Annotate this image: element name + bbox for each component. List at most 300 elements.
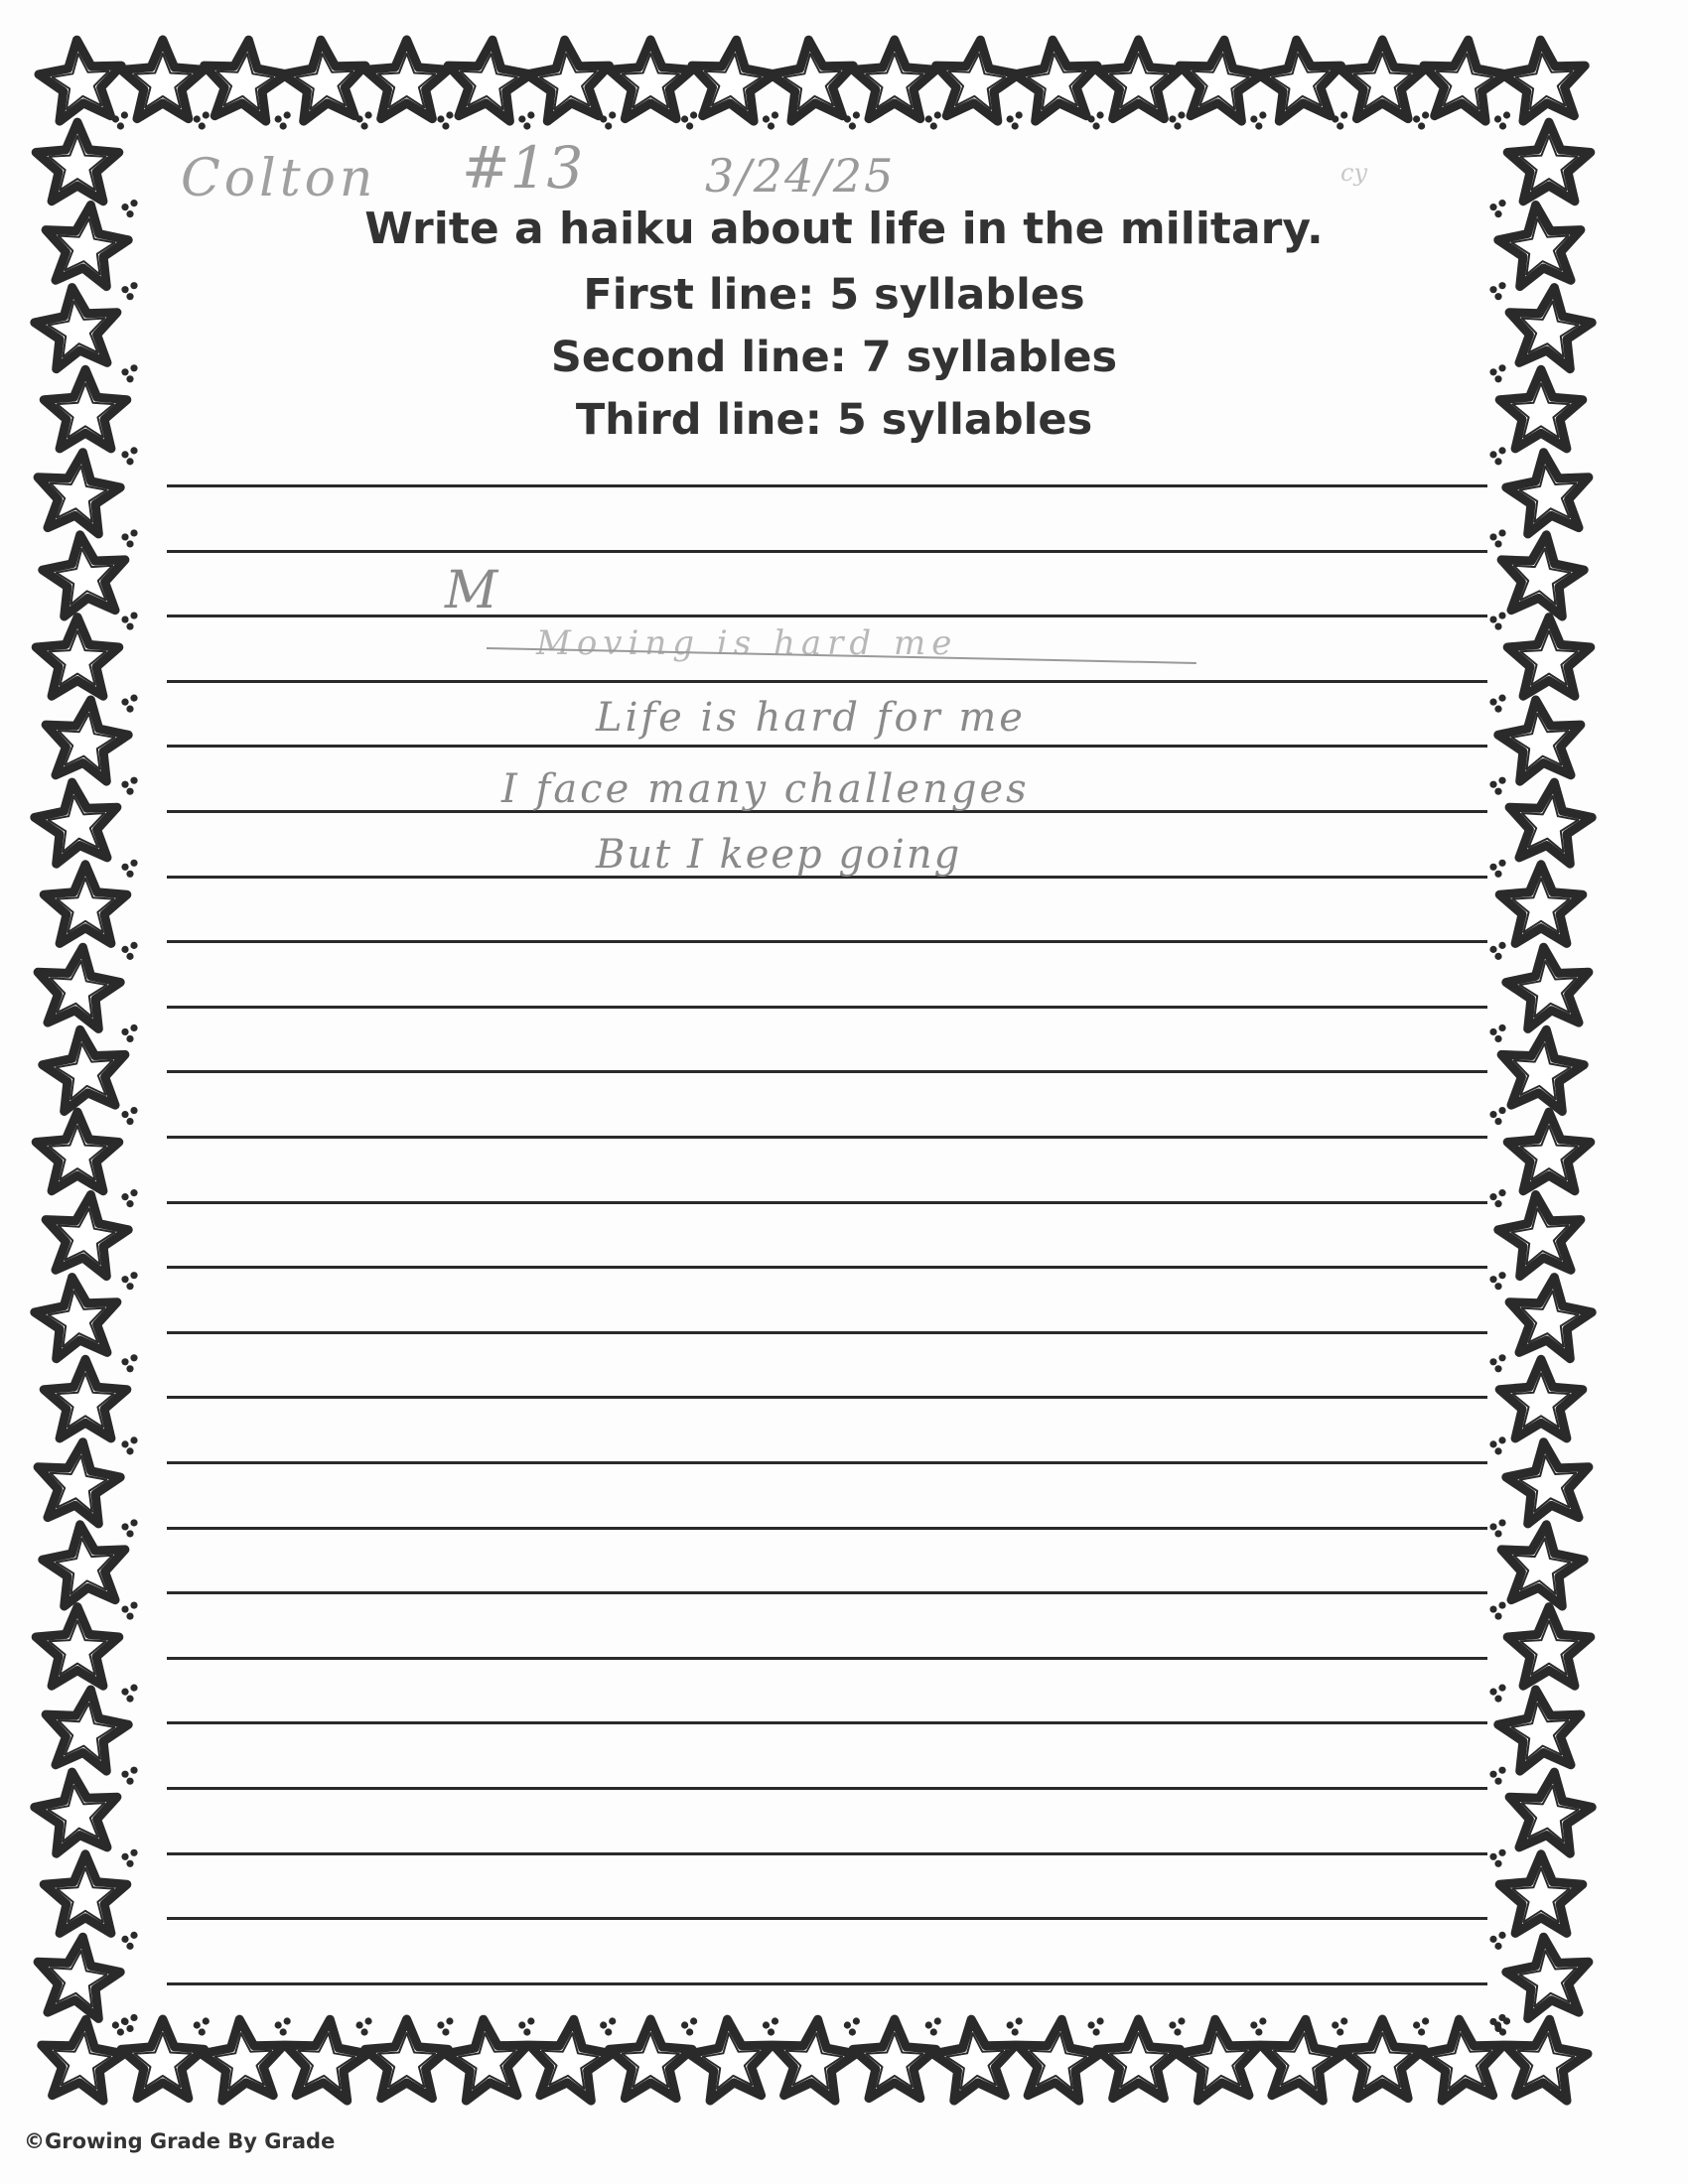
ruled-line	[167, 1591, 1487, 1594]
sparkle-dot-icon	[130, 1685, 137, 1692]
sparkle-dot-icon	[121, 1358, 128, 1365]
sparkle-dot-icon	[1498, 777, 1505, 784]
sparkle-dot-icon	[130, 695, 137, 702]
sparkle-dot-icon	[523, 2028, 530, 2035]
ruled-line	[167, 1527, 1487, 1530]
sparkle-dot-icon	[1422, 111, 1429, 118]
sparkle-dot-icon	[1494, 1696, 1501, 1703]
sparkle-dot-icon	[1007, 2021, 1014, 2028]
ruled-line	[167, 1852, 1487, 1855]
sparkle-dot-icon	[280, 122, 287, 129]
star-outline-icon	[445, 2019, 527, 2101]
sparkle-dot-icon	[126, 1612, 133, 1619]
star-outline-icon	[1015, 40, 1097, 121]
ruled-line	[167, 1982, 1487, 1985]
star-outline-icon	[1097, 2019, 1181, 2099]
sparkle-dot-icon	[1498, 860, 1505, 867]
sparkle-dot-icon	[686, 122, 693, 129]
star-outline-icon	[609, 2019, 692, 2099]
sparkle-dot-icon	[126, 622, 133, 629]
ruled-line	[167, 484, 1487, 487]
sparkle-dot-icon	[1489, 1523, 1496, 1530]
sparkle-dot-icon	[121, 111, 128, 118]
star-outline-icon	[46, 1195, 128, 1277]
star-outline-icon	[205, 40, 287, 121]
sparkle-dot-icon	[130, 1932, 137, 1939]
ruled-line	[167, 1006, 1487, 1009]
sparkle-dot-icon	[1340, 2017, 1347, 2024]
ruled-line	[167, 1201, 1487, 1204]
star-outline-icon	[1501, 1029, 1584, 1111]
sparkle-dot-icon	[1489, 1440, 1496, 1447]
sparkle-dot-icon	[1259, 2017, 1266, 2024]
sparkle-dot-icon	[600, 2021, 607, 2028]
sparkle-dot-icon	[1498, 1685, 1505, 1692]
sparkle-dot-icon	[1169, 115, 1176, 122]
sparkle-dot-icon	[130, 1024, 137, 1031]
sparkle-dot-icon	[1087, 2021, 1094, 2028]
star-outline-icon	[1509, 1278, 1592, 1359]
sparkle-dot-icon	[1489, 1605, 1496, 1612]
sparkle-dot-icon	[121, 1523, 128, 1530]
sparkle-dot-icon	[1494, 1778, 1501, 1785]
sparkle-dot-icon	[934, 111, 941, 118]
star-outline-icon	[286, 2019, 368, 2101]
star-outline-icon	[283, 40, 365, 121]
sparkle-dot-icon	[194, 115, 201, 122]
sparkle-dot-icon	[1422, 2017, 1429, 2024]
sparkle-dot-icon	[126, 458, 133, 465]
sparkle-dot-icon	[1489, 451, 1496, 458]
sparkle-dot-icon	[199, 2028, 206, 2035]
sparkle-dot-icon	[121, 1689, 128, 1696]
star-outline-icon	[1499, 1854, 1583, 1934]
sparkle-dot-icon	[121, 1276, 128, 1283]
sparkle-dot-icon	[1489, 1193, 1496, 1200]
star-outline-icon	[529, 2019, 612, 2101]
sparkle-dot-icon	[203, 2017, 210, 2024]
sparkle-dot-icon	[1494, 1283, 1501, 1290]
sparkle-dot-icon	[130, 1354, 137, 1361]
crossed-out-text: Moving is hard me	[536, 623, 958, 663]
star-outline-icon	[36, 1607, 119, 1687]
sparkle-dot-icon	[130, 2014, 137, 2021]
star-outline-icon	[38, 947, 120, 1028]
sparkle-dot-icon	[1489, 699, 1496, 706]
sparkle-dot-icon	[1413, 2021, 1420, 2028]
haiku-line-1: Life is hard for me	[596, 695, 1026, 741]
sparkle-dot-icon	[1498, 447, 1505, 454]
student-number: #13	[462, 134, 584, 202]
star-outline-icon	[46, 1690, 128, 1771]
star-outline-icon	[1261, 2019, 1343, 2101]
sparkle-dot-icon	[121, 864, 128, 871]
ruled-line	[167, 1070, 1487, 1073]
sparkle-dot-icon	[925, 115, 932, 122]
sparkle-dot-icon	[1494, 1035, 1501, 1042]
sparkle-dot-icon	[130, 1107, 137, 1114]
sparkle-dot-icon	[130, 529, 137, 536]
sparkle-dot-icon	[126, 1035, 133, 1042]
ruled-line	[167, 1721, 1487, 1724]
sparkle-dot-icon	[355, 2021, 362, 2028]
sparkle-dot-icon	[1494, 1365, 1501, 1372]
star-outline-icon	[1509, 1772, 1592, 1853]
sparkle-dot-icon	[1494, 115, 1501, 122]
star-outline-icon	[121, 2019, 205, 2099]
sparkle-dot-icon	[121, 699, 128, 706]
sparkle-dot-icon	[1250, 2021, 1257, 2028]
sparkle-dot-icon	[1498, 1767, 1505, 1774]
sparkle-dot-icon	[446, 111, 453, 118]
sparkle-dot-icon	[1250, 115, 1257, 122]
copyright-footer: ©Growing Grade By Grade	[24, 2129, 336, 2153]
sparkle-dot-icon	[1494, 622, 1501, 629]
sparkle-dot-icon	[442, 122, 449, 129]
sparkle-dot-icon	[1016, 111, 1023, 118]
star-outline-icon	[609, 40, 692, 119]
sparkle-dot-icon	[284, 111, 291, 118]
prompt-title: Write a haiku about life in the military.	[364, 204, 1324, 254]
ruled-line	[167, 1461, 1487, 1464]
prompt-line-2: Second line: 7 syllables	[550, 333, 1118, 382]
star-outline-icon	[1498, 700, 1581, 781]
sparkle-dot-icon	[1255, 2028, 1262, 2035]
sparkle-dot-icon	[527, 2017, 534, 2024]
star-outline-icon	[46, 700, 128, 781]
sparkle-dot-icon	[763, 2021, 770, 2028]
sparkle-dot-icon	[126, 1778, 133, 1785]
sparkle-dot-icon	[681, 2021, 688, 2028]
sparkle-dot-icon	[1494, 706, 1501, 713]
sparkle-dot-icon	[1498, 1601, 1505, 1608]
sparkle-dot-icon	[1494, 1200, 1501, 1207]
sparkle-dot-icon	[126, 1200, 133, 1207]
sparkle-dot-icon	[126, 871, 133, 878]
sparkle-dot-icon	[930, 2028, 937, 2035]
sparkle-dot-icon	[1498, 529, 1505, 536]
sparkle-dot-icon	[1007, 115, 1014, 122]
corner-mark: cy	[1340, 159, 1367, 187]
sparkle-dot-icon	[117, 122, 124, 129]
star-outline-icon	[853, 40, 936, 119]
sparkle-dot-icon	[1174, 2028, 1181, 2035]
sparkle-dot-icon	[126, 540, 133, 547]
star-outline-icon	[44, 1854, 127, 1934]
sparkle-dot-icon	[1489, 946, 1496, 953]
star-outline-icon	[35, 1772, 117, 1853]
sparkle-dot-icon	[523, 122, 530, 129]
sparkle-dot-icon	[853, 111, 860, 118]
sparkle-dot-icon	[1012, 2028, 1019, 2035]
sparkle-dot-icon	[1178, 2017, 1185, 2024]
sparkle-dot-icon	[364, 2017, 371, 2024]
sparkle-dot-icon	[1096, 2017, 1103, 2024]
star-outline-icon	[1340, 2019, 1424, 2099]
sparkle-dot-icon	[609, 2017, 616, 2024]
sparkle-dot-icon	[1092, 122, 1099, 129]
sparkle-dot-icon	[126, 1943, 133, 1950]
ruled-line	[167, 1657, 1487, 1660]
star-outline-icon	[1501, 1525, 1584, 1606]
sparkle-dot-icon	[1498, 1024, 1505, 1031]
sparkle-dot-icon	[1494, 1943, 1501, 1950]
sparkle-dot-icon	[121, 1440, 128, 1447]
prompt-line-1: First line: 5 syllables	[583, 270, 1085, 320]
star-outline-icon	[1498, 1195, 1581, 1277]
sparkle-dot-icon	[1259, 111, 1266, 118]
sparkle-dot-icon	[1087, 115, 1094, 122]
star-outline-icon	[1177, 2019, 1259, 2101]
star-outline-icon	[853, 2019, 936, 2099]
ruled-line	[167, 1396, 1487, 1399]
sparkle-dot-icon	[1096, 111, 1103, 118]
sparkle-dot-icon	[1092, 2028, 1099, 2035]
sparkle-dot-icon	[121, 1853, 128, 1860]
sparkle-dot-icon	[1498, 1189, 1505, 1196]
sparkle-dot-icon	[690, 111, 697, 118]
sparkle-dot-icon	[130, 1189, 137, 1196]
star-outline-icon	[774, 2019, 856, 2101]
sparkle-dot-icon	[853, 2017, 860, 2024]
star-outline-icon	[448, 40, 530, 121]
ruled-line	[167, 1917, 1487, 1920]
haiku-line-3: But I keep going	[596, 832, 962, 878]
ruled-line	[167, 1266, 1487, 1269]
star-outline-icon	[1505, 2019, 1588, 2101]
sparkle-dot-icon	[844, 115, 851, 122]
sparkle-dot-icon	[1169, 2021, 1176, 2028]
sparkle-dot-icon	[1494, 540, 1501, 547]
sparkle-dot-icon	[1494, 1860, 1501, 1867]
ruled-line	[167, 680, 1487, 683]
sparkle-dot-icon	[1494, 458, 1501, 465]
sparkle-dot-icon	[518, 2021, 525, 2028]
sparkle-dot-icon	[1489, 1111, 1496, 1118]
sparkle-dot-icon	[605, 2028, 612, 2035]
star-outline-icon	[36, 122, 119, 202]
sparkle-dot-icon	[437, 2021, 444, 2028]
sparkle-dot-icon	[1174, 122, 1181, 129]
sparkle-dot-icon	[1498, 1849, 1505, 1856]
sparkle-dot-icon	[1498, 1107, 1505, 1114]
star-outline-icon	[1258, 40, 1340, 121]
sparkle-dot-icon	[518, 115, 525, 122]
sparkle-dot-icon	[130, 1767, 137, 1774]
sparkle-dot-icon	[1494, 1612, 1501, 1619]
star-outline-icon	[1507, 1112, 1591, 1191]
sparkle-dot-icon	[121, 1605, 128, 1612]
sparkle-dot-icon	[1489, 1853, 1496, 1860]
sparkle-dot-icon	[1494, 953, 1501, 960]
sparkle-dot-icon	[1332, 2021, 1338, 2028]
ruled-line	[167, 1136, 1487, 1139]
sparkle-dot-icon	[527, 111, 534, 118]
sparkle-dot-icon	[130, 860, 137, 867]
sparkle-dot-icon	[275, 115, 282, 122]
star-outline-icon	[36, 1112, 119, 1191]
sparkle-dot-icon	[1489, 1358, 1496, 1365]
sparkle-dot-icon	[1489, 864, 1496, 871]
sparkle-dot-icon	[117, 2028, 124, 2035]
sparkle-dot-icon	[130, 1601, 137, 1608]
ruled-line	[167, 940, 1487, 943]
sparkle-dot-icon	[1498, 1272, 1505, 1279]
sparkle-dot-icon	[1498, 942, 1505, 949]
sparkle-dot-icon	[686, 2028, 693, 2035]
sparkle-dot-icon	[609, 111, 616, 118]
sparkle-dot-icon	[126, 706, 133, 713]
star-outline-icon	[36, 617, 119, 697]
sparkle-dot-icon	[121, 946, 128, 953]
star-outline-icon	[1507, 122, 1591, 202]
sparkle-dot-icon	[126, 1530, 133, 1537]
sparkle-dot-icon	[844, 2021, 851, 2028]
sparkle-dot-icon	[360, 2028, 367, 2035]
star-outline-icon	[44, 1359, 127, 1438]
sparkle-dot-icon	[364, 111, 371, 118]
sparkle-dot-icon	[1340, 111, 1347, 118]
sparkle-dot-icon	[121, 2018, 128, 2025]
sparkle-dot-icon	[360, 122, 367, 129]
sparkle-dot-icon	[275, 2021, 282, 2028]
star-outline-icon	[38, 1937, 120, 2018]
star-outline-icon	[1502, 40, 1585, 121]
sparkle-dot-icon	[1418, 122, 1425, 129]
sparkle-dot-icon	[1336, 2028, 1343, 2035]
sparkle-dot-icon	[930, 122, 937, 129]
sparkle-dot-icon	[605, 122, 612, 129]
sparkle-dot-icon	[130, 1519, 137, 1526]
ruled-line	[167, 614, 1487, 617]
sparkle-dot-icon	[121, 1936, 128, 1943]
sparkle-dot-icon	[121, 1771, 128, 1778]
sparkle-dot-icon	[1494, 2025, 1501, 2032]
student-name: Colton	[181, 149, 377, 208]
star-outline-icon	[1421, 2019, 1503, 2101]
star-outline-icon	[1501, 535, 1584, 616]
sparkle-dot-icon	[130, 1272, 137, 1279]
star-outline-icon	[1340, 40, 1424, 119]
star-outline-icon	[1506, 1442, 1589, 1524]
sparkle-dot-icon	[1016, 2017, 1023, 2024]
sparkle-dot-icon	[1489, 533, 1496, 540]
sparkle-dot-icon	[194, 2021, 201, 2028]
star-outline-icon	[1499, 1359, 1583, 1438]
sparkle-dot-icon	[1336, 122, 1343, 129]
sparkle-dot-icon	[121, 451, 128, 458]
star-outline-icon	[202, 2019, 284, 2101]
sparkle-dot-icon	[130, 942, 137, 949]
sparkle-dot-icon	[1498, 1436, 1505, 1443]
sparkle-dot-icon	[130, 777, 137, 784]
sparkle-dot-icon	[925, 2021, 932, 2028]
sparkle-dot-icon	[1489, 1771, 1496, 1778]
sparkle-dot-icon	[1498, 612, 1505, 618]
star-outline-icon	[1498, 1690, 1581, 1771]
star-outline-icon	[1507, 1607, 1591, 1687]
sparkle-dot-icon	[280, 2028, 287, 2035]
sparkle-dot-icon	[126, 1696, 133, 1703]
sparkle-dot-icon	[1498, 1354, 1505, 1361]
sparkle-dot-icon	[126, 1860, 133, 1867]
star-outline-icon	[1018, 2019, 1100, 2101]
sparkle-dot-icon	[442, 2028, 449, 2035]
sparkle-dot-icon	[1178, 111, 1185, 118]
sparkle-dot-icon	[284, 2017, 291, 2024]
star-outline-icon	[1509, 782, 1592, 864]
star-outline-icon	[35, 782, 117, 864]
sparkle-dot-icon	[768, 2028, 774, 2035]
star-outline-icon	[1424, 40, 1506, 121]
star-outline-icon	[692, 40, 774, 121]
sparkle-dot-icon	[126, 1283, 133, 1290]
ruled-line	[167, 550, 1487, 553]
sparkle-dot-icon	[121, 781, 128, 788]
star-outline-icon	[1180, 40, 1262, 121]
sparkle-dot-icon	[1498, 695, 1505, 702]
sparkle-dot-icon	[1012, 122, 1019, 129]
sparkle-dot-icon	[126, 1365, 133, 1372]
sparkle-dot-icon	[130, 447, 137, 454]
star-outline-icon	[43, 1525, 125, 1606]
star-outline-icon	[1499, 865, 1583, 944]
star-outline-icon	[1506, 947, 1589, 1028]
sparkle-dot-icon	[1498, 2014, 1505, 2021]
star-outline-icon	[1506, 1937, 1589, 2018]
sparkle-dot-icon	[1255, 122, 1262, 129]
sparkle-dot-icon	[112, 115, 119, 122]
sparkle-dot-icon	[121, 1111, 128, 1118]
sparkle-dot-icon	[681, 115, 688, 122]
sparkle-dot-icon	[690, 2017, 697, 2024]
star-outline-icon	[42, 2019, 124, 2101]
sparkle-dot-icon	[121, 1028, 128, 1035]
sparkle-dot-icon	[1499, 122, 1506, 129]
sparkle-dot-icon	[121, 615, 128, 622]
sparkle-dot-icon	[130, 1436, 137, 1443]
star-outline-icon	[936, 40, 1019, 121]
star-outline-icon	[44, 865, 127, 944]
star-outline-icon	[35, 1278, 117, 1359]
sparkle-dot-icon	[934, 2017, 941, 2024]
sparkle-dot-icon	[446, 2017, 453, 2024]
sparkle-dot-icon	[130, 612, 137, 618]
sparkle-dot-icon	[1489, 781, 1496, 788]
student-date: 3/24/25	[705, 149, 896, 203]
sparkle-dot-icon	[1494, 871, 1501, 878]
star-outline-icon	[365, 40, 449, 119]
sparkle-dot-icon	[1494, 1530, 1501, 1537]
sparkle-dot-icon	[1489, 615, 1496, 622]
sparkle-dot-icon	[1418, 2028, 1425, 2035]
sparkle-dot-icon	[126, 1118, 133, 1125]
sparkle-dot-icon	[1489, 1276, 1496, 1283]
sparkle-dot-icon	[121, 1193, 128, 1200]
ruled-line	[167, 1787, 1487, 1790]
sparkle-dot-icon	[768, 122, 774, 129]
sparkle-dot-icon	[1498, 1932, 1505, 1939]
sparkle-dot-icon	[772, 111, 778, 118]
star-outline-icon	[38, 1442, 120, 1524]
star-outline-icon	[1506, 453, 1589, 534]
prompt-line-3: Third line: 5 syllables	[575, 395, 1093, 445]
star-outline-icon	[365, 2019, 449, 2099]
sparkle-dot-icon	[1489, 2018, 1496, 2025]
star-outline-icon	[121, 40, 205, 119]
sparkle-dot-icon	[126, 1447, 133, 1454]
star-outline-icon	[771, 40, 853, 121]
